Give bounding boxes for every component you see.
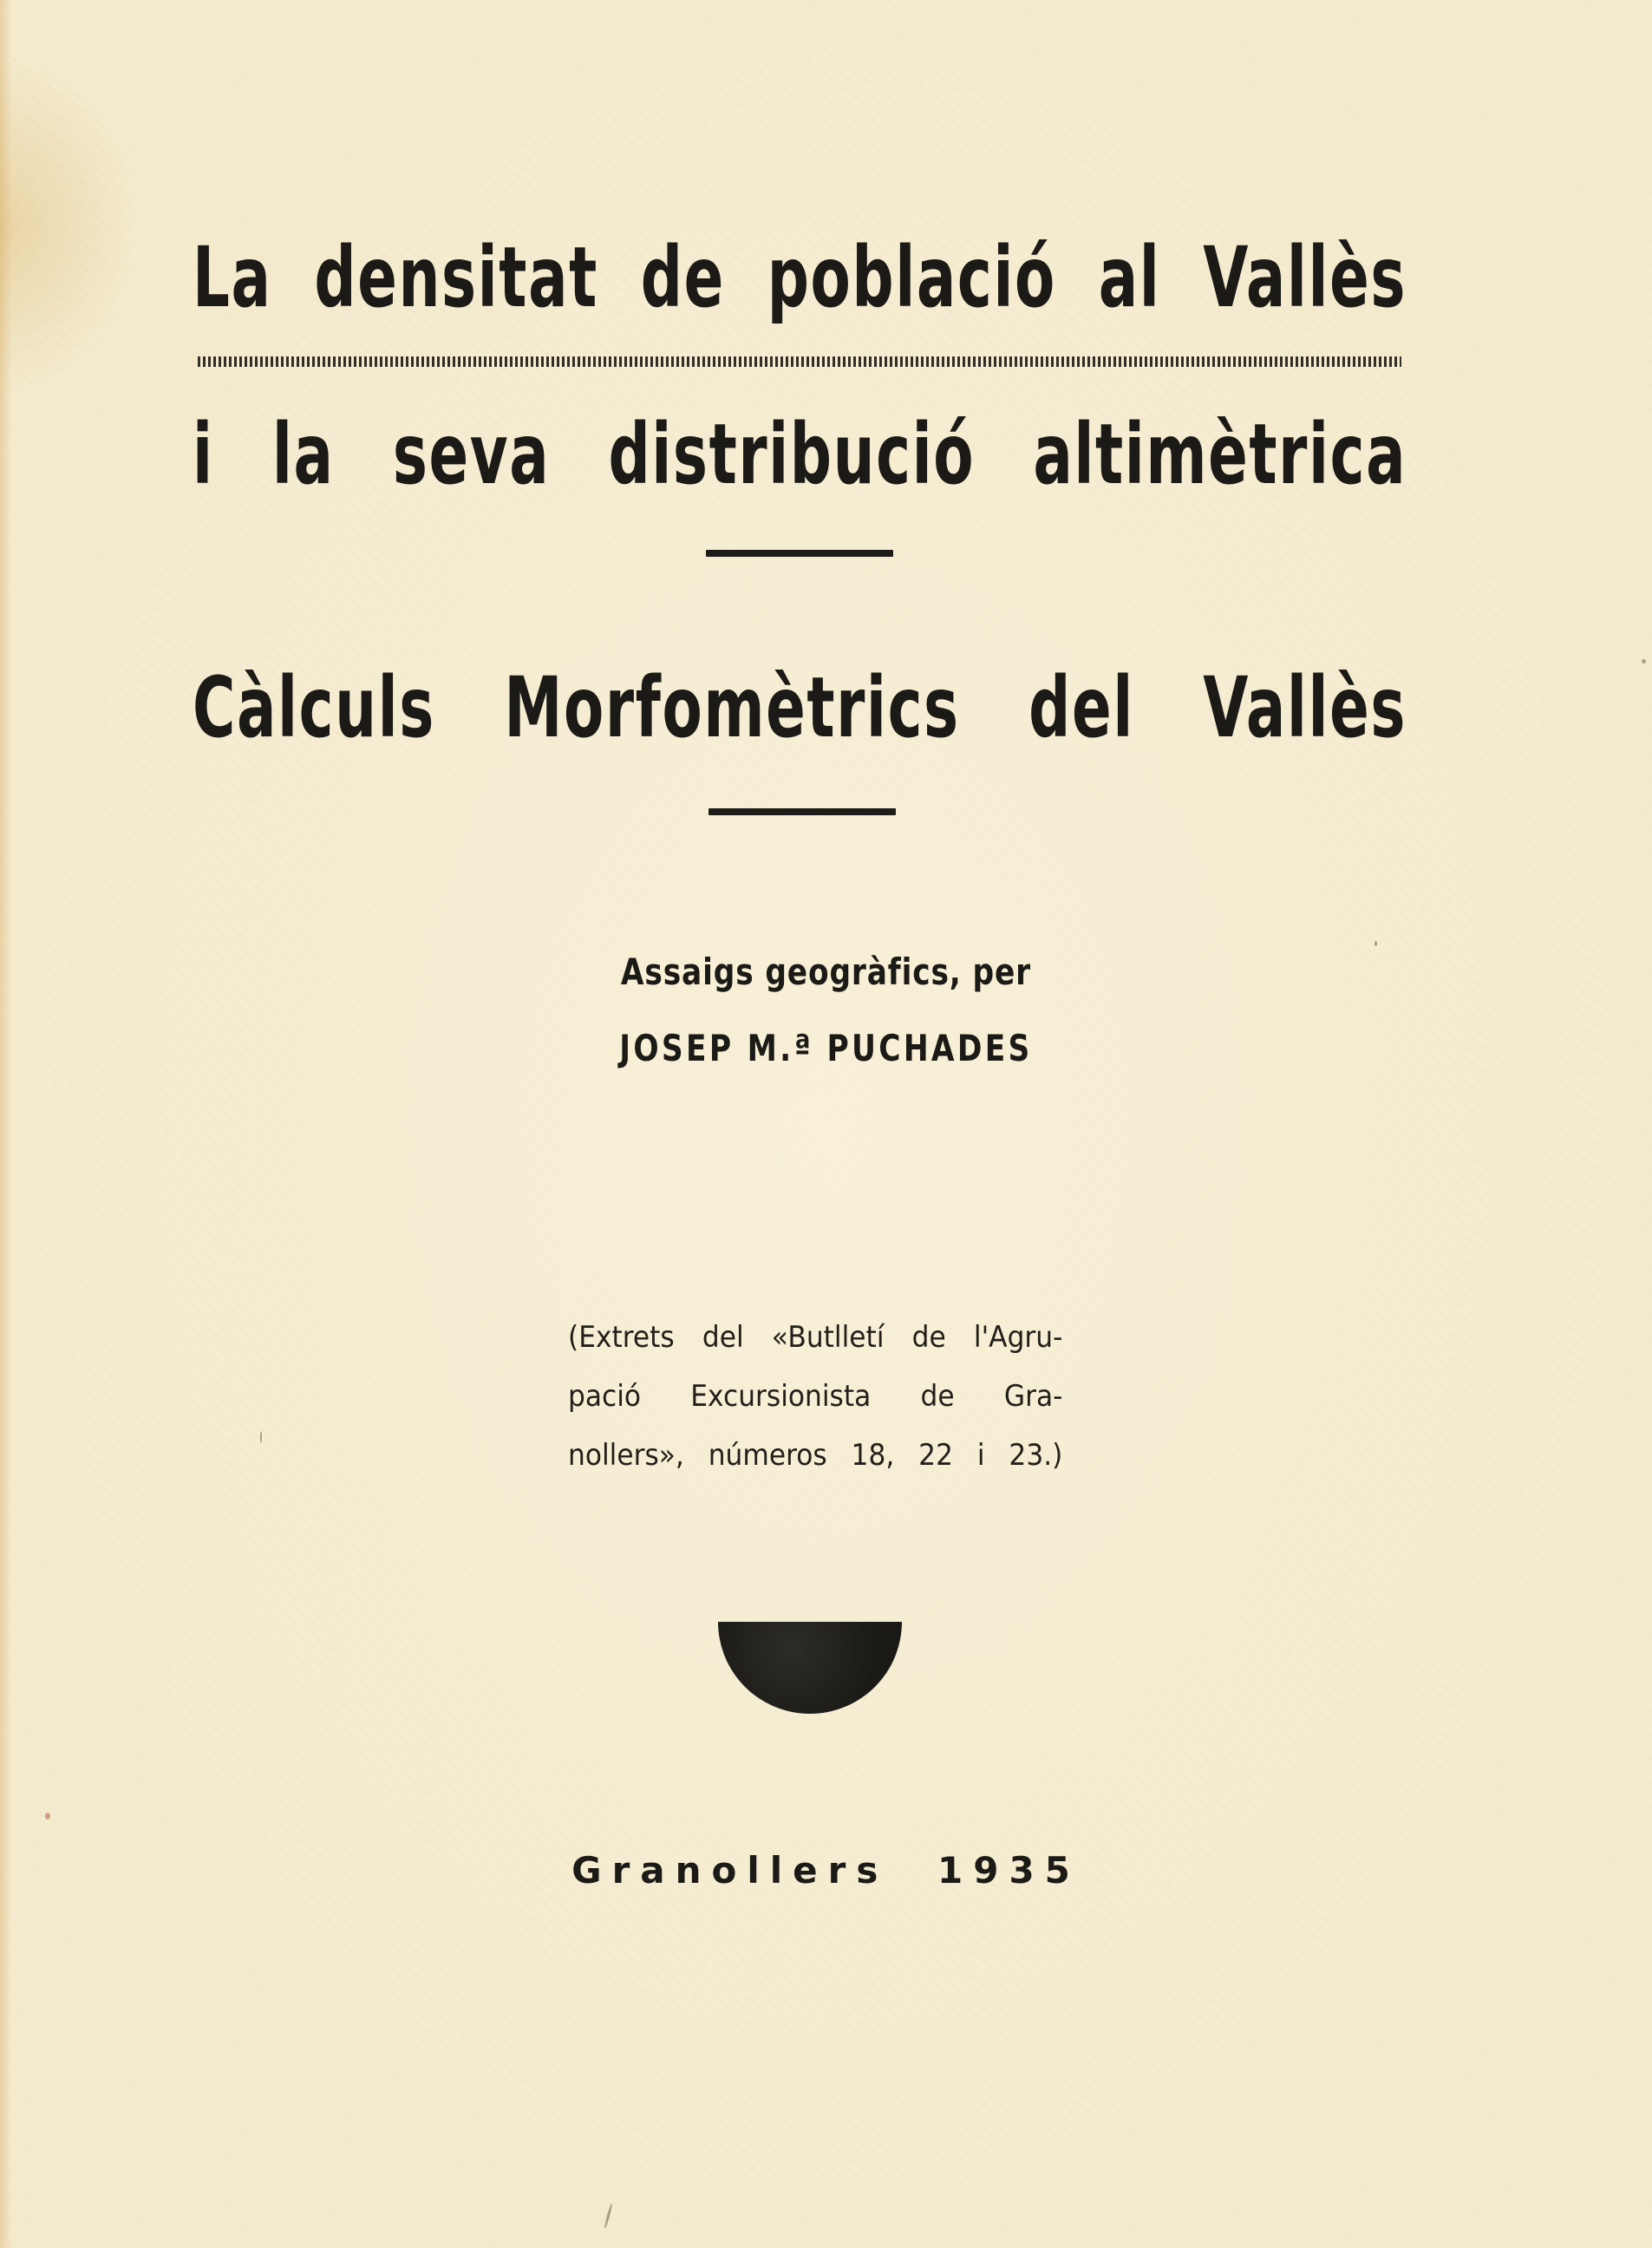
hatched-divider	[198, 356, 1401, 367]
subtitle-text: Assaigs geogràfics, per	[620, 951, 1032, 993]
paper-speck	[604, 2203, 613, 2229]
half-circle-emblem-icon	[718, 1622, 902, 1714]
title-line-1: La densitat de població al Vallès	[193, 229, 1407, 326]
source-note-line: pació Excursionista de Gra-	[568, 1379, 1063, 1414]
source-note-line: nollers», números 18, 22 i 23.)	[568, 1438, 1063, 1473]
imprint-place: Granollers	[571, 1849, 889, 1892]
author-text: JOSEP M.ª PUCHADES	[619, 1027, 1033, 1069]
short-rule-divider	[706, 550, 893, 557]
paper-speck	[1374, 941, 1377, 946]
source-note	[568, 1308, 1062, 1485]
source-note-line: (Extrets del «Butlletí de l'Agru-	[568, 1320, 1063, 1355]
paper-speck	[1642, 659, 1646, 663]
short-rule-divider	[708, 808, 896, 815]
imprint	[0, 1849, 1652, 1892]
title-line-2: i la seva distribució altimètrica	[193, 406, 1407, 503]
paper-edge-stain	[0, 0, 12, 2248]
imprint-year: 1935	[937, 1849, 1081, 1892]
subtitle	[0, 951, 1652, 993]
paper-speck	[45, 1813, 50, 1820]
paper-speck	[260, 1431, 262, 1443]
title-line-3: Càlculs Morfomètrics del Vallès	[193, 659, 1407, 756]
author-name	[0, 1027, 1652, 1069]
